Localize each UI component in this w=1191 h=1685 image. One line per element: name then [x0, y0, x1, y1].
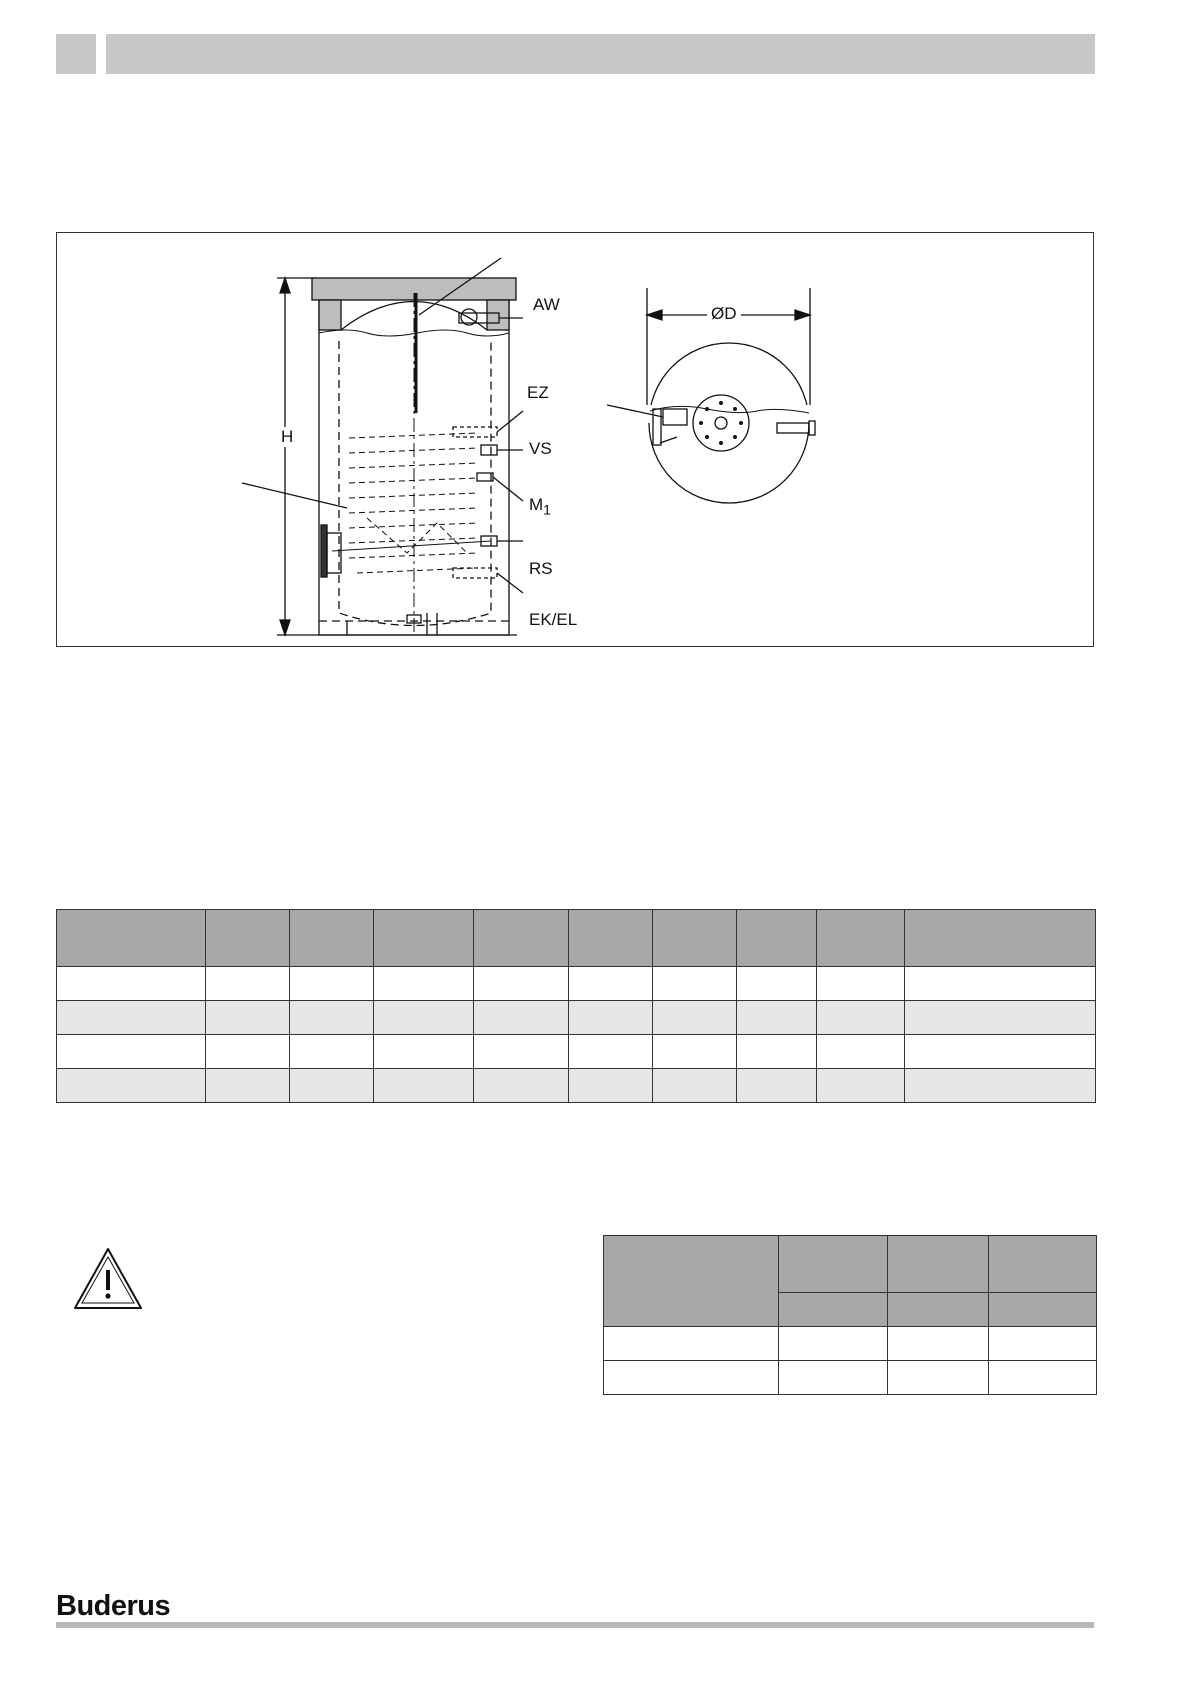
- brand-logo: Buderus: [56, 1590, 171, 1622]
- table-row: [604, 1327, 1097, 1361]
- warning-icon: [72, 1246, 144, 1312]
- label-ez: EZ: [527, 383, 549, 402]
- specs-table: [56, 909, 1096, 1103]
- header-marker: [56, 34, 96, 74]
- tank-diagram: [56, 232, 1094, 647]
- table-row: [57, 1035, 1096, 1069]
- label-ekel: EK/EL: [529, 610, 578, 629]
- label-aw: AW: [533, 295, 560, 314]
- tank-drawing: [57, 233, 1095, 648]
- footer-bar: [56, 1622, 1094, 1628]
- header-bar: [106, 34, 1095, 74]
- label-m1-sub: 1: [543, 501, 551, 518]
- label-rs: RS: [529, 559, 553, 578]
- table-header-row: [604, 1236, 1097, 1293]
- table-row: [57, 967, 1096, 1001]
- table-row: [57, 1001, 1096, 1035]
- label-diameter: ØD: [707, 304, 741, 324]
- label-m1-main: M: [529, 495, 544, 514]
- label-vs: VS: [529, 439, 552, 458]
- table-row: [604, 1361, 1097, 1395]
- small-table: [603, 1235, 1097, 1395]
- label-height: H: [281, 427, 294, 446]
- table-row: [57, 1069, 1096, 1103]
- label-m1: [529, 495, 551, 517]
- table-header-row: [57, 910, 1096, 967]
